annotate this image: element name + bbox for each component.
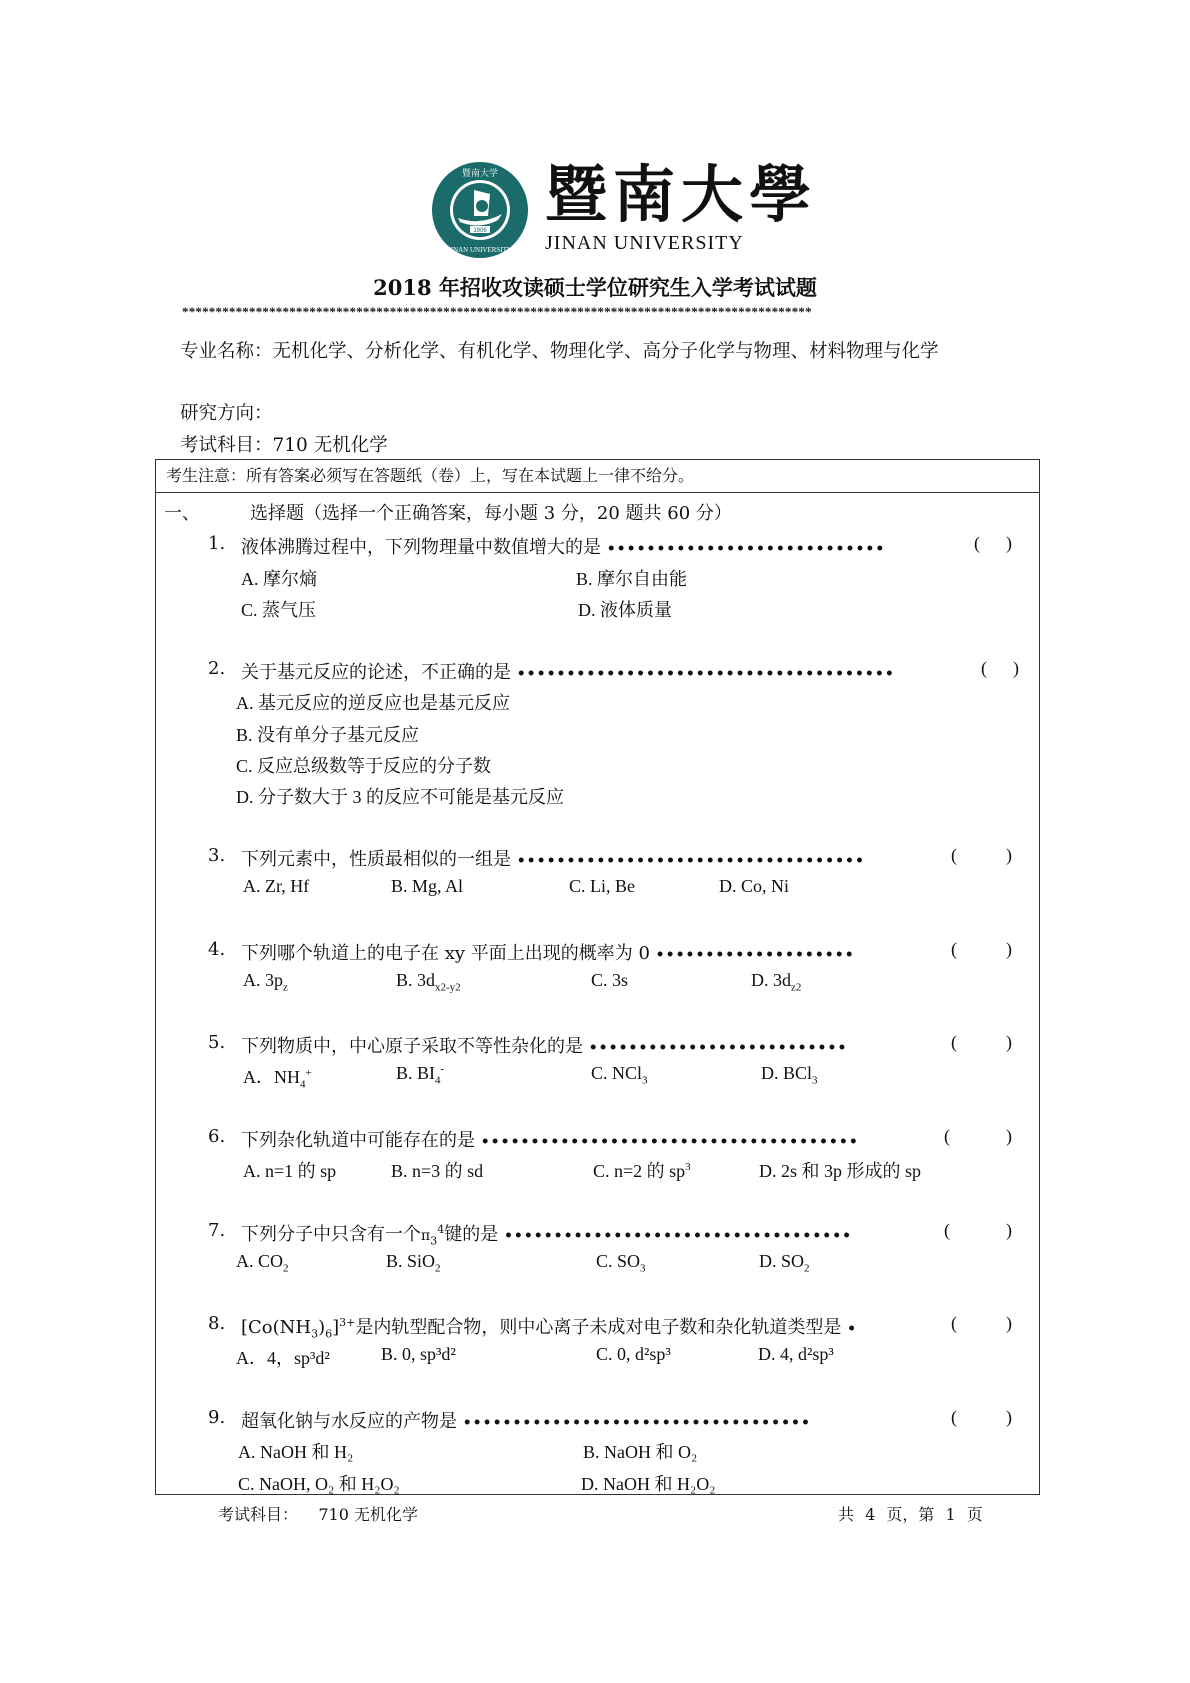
subscript: 3: [430, 1234, 438, 1248]
subscript: 3: [311, 1327, 319, 1341]
answer-option[interactable]: [391, 1157, 483, 1183]
leader-dots: ••••••••••••••••••••••••••••: [606, 541, 886, 557]
answer-option[interactable]: [236, 752, 491, 778]
superscript: 3+: [339, 1316, 356, 1329]
major-line: [180, 336, 1020, 367]
star-divider: **********************************************************************************************: [182, 304, 812, 319]
section-title: 选择题（选择一个正确答案，每小题 3 分，20 题共 60 分）: [250, 503, 732, 524]
complex-formula: ]: [332, 1317, 340, 1338]
answer-option[interactable]: [576, 565, 687, 591]
answer-option[interactable]: [243, 1157, 336, 1183]
answer-option[interactable]: [578, 596, 672, 622]
answer-paren-close[interactable]: ): [1006, 1313, 1012, 1333]
answer-option[interactable]: [236, 1344, 330, 1370]
answer-option[interactable]: [759, 1251, 810, 1275]
question-number: 2.: [208, 658, 226, 679]
option-text: B. NaOH 和 O₂: [583, 1442, 698, 1462]
option-text: A. 3p: [243, 970, 283, 990]
answer-option[interactable]: [241, 565, 317, 591]
leader-dots: •••••••••••••••••••••••••••••••••••: [462, 1415, 811, 1431]
answer-option[interactable]: [583, 1438, 697, 1464]
answer-option[interactable]: [243, 876, 309, 897]
answer-option[interactable]: [236, 783, 564, 809]
question-text: 下列物质中，中心原子采取不等性杂化的是: [241, 1036, 583, 1057]
leader-dots: •••••••••••••••••••••••••••••••••••: [516, 853, 865, 869]
answer-option[interactable]: [596, 1344, 671, 1365]
option-text: B. SiO: [386, 1251, 436, 1271]
section-number: 一、: [164, 503, 200, 524]
pi-symbol: π: [421, 1228, 431, 1244]
seal-top-text: 暨南大学: [461, 169, 499, 179]
question-number: 3.: [208, 845, 226, 866]
answer-option[interactable]: [381, 1344, 456, 1365]
subject-value: 710 无机化学: [272, 435, 388, 456]
answer-paren-open[interactable]: (: [974, 533, 980, 553]
leader-dots: ••••••••••••••••••••: [655, 947, 855, 963]
answer-paren-open[interactable]: (: [944, 1126, 950, 1146]
subscript: z2: [791, 981, 802, 994]
question-text: 键的是: [444, 1224, 499, 1245]
option-text: D. 3d: [751, 970, 791, 990]
option-text: D. BCl: [761, 1063, 813, 1083]
answer-option[interactable]: [236, 689, 510, 715]
answer-paren-open[interactable]: (: [944, 1220, 950, 1240]
answer-option[interactable]: [591, 970, 628, 991]
subscript: 4: [435, 1074, 441, 1087]
option-text: C. NCl: [591, 1063, 643, 1083]
complex-formula: [Co(NH: [241, 1317, 312, 1338]
option-text: D. Co, Ni: [719, 876, 790, 896]
subscript: 3: [642, 1074, 648, 1087]
university-name-en: JINAN UNIVERSITY: [545, 232, 744, 254]
option-text: B. n=3 的 sd: [391, 1161, 484, 1181]
subscript: 2: [283, 1262, 289, 1275]
answer-paren-close[interactable]: ): [1006, 939, 1012, 959]
footer-subject: [218, 1502, 418, 1525]
leader-dots: •: [847, 1321, 858, 1337]
answer-option[interactable]: [238, 1470, 400, 1496]
option-text: B. 0, sp³d²: [381, 1344, 456, 1364]
question-stem: [241, 1407, 811, 1433]
answer-option[interactable]: [761, 1063, 818, 1087]
question-stem: [241, 1313, 857, 1341]
subject-line: [180, 431, 388, 457]
leader-dots: ••••••••••••••••••••••••••: [588, 1040, 848, 1056]
answer-paren-close[interactable]: ): [1013, 658, 1019, 678]
major-label: 专业名称：: [180, 341, 273, 362]
question-text: 下列哪个轨道上的电子在 xy 平面上出现的概率为 0: [241, 943, 650, 964]
subscript: x2-y2: [435, 981, 461, 994]
option-text: C. n=2 的 sp: [593, 1161, 686, 1181]
option-text: C. NaOH, O₂ 和 H₂O₂: [238, 1474, 400, 1494]
option-text: C. 3s: [591, 970, 629, 990]
option-text: B. 摩尔自由能: [576, 569, 688, 589]
question-text: 下列元素中，性质最相似的一组是: [241, 849, 511, 870]
question-text: 下列杂化轨道中可能存在的是: [241, 1130, 475, 1151]
answer-paren-close[interactable]: ): [1006, 1220, 1012, 1240]
option-text: C. SO: [596, 1251, 641, 1271]
option-text: A. NaOH 和 H₂: [238, 1442, 354, 1462]
footer-subject-value: 710 无机化学: [318, 1505, 418, 1524]
question-stem: [241, 658, 895, 684]
university-seal-logo: [430, 160, 530, 260]
answer-option[interactable]: [719, 876, 789, 897]
major-value: 无机化学、分析化学、有机化学、物理化学、高分子化学与物理、材料物理与化学: [272, 341, 939, 362]
answer-option[interactable]: [396, 970, 461, 994]
page-indicator: 共 4 页，第 1 页: [838, 1505, 983, 1524]
question-stem: [241, 1032, 847, 1058]
direction-line: [180, 399, 273, 425]
superscript: 4: [437, 1223, 445, 1236]
answer-paren-open[interactable]: (: [951, 1313, 957, 1333]
option-text: C. 0, d²sp³: [596, 1344, 671, 1364]
answer-paren-close[interactable]: ): [1006, 1407, 1012, 1427]
answer-option[interactable]: [758, 1344, 834, 1365]
question-number: 4.: [208, 939, 226, 960]
option-text: B. 3d: [396, 970, 436, 990]
answer-option[interactable]: [751, 970, 801, 994]
footer-subject-label: 考试科目：: [218, 1505, 299, 1524]
subject-label: 考试科目：: [180, 435, 273, 456]
question-number: 7.: [208, 1220, 226, 1241]
question-stem: [241, 533, 885, 559]
question-text: 是内轨型配合物，则中心离子未成对电子数和杂化轨道类型是: [355, 1317, 842, 1338]
answer-option[interactable]: [591, 1063, 648, 1087]
answer-option[interactable]: [243, 1063, 312, 1091]
answer-paren-close[interactable]: ): [1006, 1126, 1012, 1146]
complex-formula: ): [318, 1317, 326, 1338]
question-stem: [241, 1126, 859, 1152]
leader-dots: ••••••••••••••••••••••••••••••••••••••: [480, 1134, 859, 1150]
answer-paren-open[interactable]: (: [951, 845, 957, 865]
candidate-notice: 考生注意：所有答案必须写在答题纸（卷）上，写在本试题上一律不给分。: [156, 460, 1039, 493]
university-name-cn: 暨南大學: [545, 158, 818, 231]
answer-option[interactable]: [396, 1063, 444, 1087]
question-text: 下列分子中只含有一个: [241, 1224, 421, 1245]
option-text: A. Zr, Hf: [243, 876, 310, 896]
seal-ring-text: JINAN UNIVERSITY: [448, 246, 512, 254]
option-text: D. NaOH 和 H₂O₂: [581, 1474, 716, 1494]
subscript: 2: [435, 1262, 441, 1275]
answer-paren-close[interactable]: ): [1006, 845, 1012, 865]
option-text: D. 4, d²sp³: [758, 1344, 834, 1364]
subscript: 3: [640, 1262, 646, 1275]
option-text: D. SO: [759, 1251, 805, 1271]
question-box: [155, 459, 1040, 1495]
question-text: 超氧化钠与水反应的产物是: [241, 1411, 457, 1432]
superscript: 3: [685, 1161, 691, 1173]
answer-option[interactable]: [581, 1470, 716, 1496]
university-wordmark: [545, 160, 817, 255]
option-text: B. 没有单分子基元反应: [236, 725, 420, 745]
answer-option[interactable]: [241, 596, 316, 622]
answer-option[interactable]: [759, 1157, 921, 1183]
question-number: 1.: [208, 533, 226, 554]
subscript: 2: [804, 1262, 810, 1275]
question-number: 9.: [208, 1407, 226, 1428]
answer-paren-close[interactable]: ): [1006, 1032, 1012, 1052]
answer-option[interactable]: [236, 721, 419, 747]
answer-paren-close[interactable]: ): [1006, 533, 1012, 553]
answer-option[interactable]: [596, 1251, 646, 1275]
question-number: 5.: [208, 1032, 226, 1053]
question-stem: [241, 939, 855, 965]
option-text: D. 分子数大于 3 的反应不可能是基元反应: [236, 787, 564, 807]
subscript: z: [283, 981, 288, 994]
option-text: B. BI: [396, 1063, 436, 1083]
answer-option[interactable]: [238, 1438, 353, 1464]
option-text: D. 液体质量: [578, 600, 672, 620]
option-text: A. 摩尔熵: [241, 569, 317, 589]
subscript: 4: [300, 1078, 306, 1091]
subscript: 3: [812, 1074, 818, 1087]
question-text: 关于基元反应的论述，不正确的是: [241, 662, 511, 683]
answer-option[interactable]: [243, 970, 288, 994]
direction-label: 研究方向：: [180, 403, 273, 424]
answer-option[interactable]: [391, 876, 463, 897]
option-text: D. 2s 和 3p 形成的 sp: [759, 1161, 922, 1181]
option-text: A. CO: [236, 1251, 284, 1271]
answer-paren-open[interactable]: (: [951, 1032, 957, 1052]
answer-paren-open[interactable]: (: [951, 1407, 957, 1427]
leader-dots: ••••••••••••••••••••••••••••••••••••••: [516, 666, 895, 682]
superscript: +: [305, 1067, 312, 1079]
question-text: 液体沸腾过程中，下列物理量中数值增大的是: [241, 537, 601, 558]
question-stem: [241, 1220, 852, 1248]
option-text: C. 反应总级数等于反应的分子数: [236, 756, 492, 776]
answer-option[interactable]: [236, 1251, 289, 1275]
exam-title: 2018 年招收攻读硕士学位研究生入学考试试题: [373, 275, 817, 300]
option-text: C. 蒸气压: [241, 600, 317, 620]
answer-option[interactable]: [569, 876, 635, 897]
option-text: A．4，sp³d²: [236, 1348, 330, 1368]
question-number: 8.: [208, 1313, 226, 1334]
answer-option[interactable]: [593, 1157, 691, 1183]
answer-paren-open[interactable]: (: [951, 939, 957, 959]
option-text: B. Mg, Al: [391, 876, 464, 896]
option-text: A．NH: [243, 1067, 300, 1087]
superscript: -: [440, 1063, 445, 1075]
subscript: 6: [325, 1327, 333, 1341]
leader-dots: •••••••••••••••••••••••••••••••••••: [503, 1228, 853, 1244]
option-text: A. n=1 的 sp: [243, 1161, 337, 1181]
option-text: C. Li, Be: [569, 876, 635, 896]
answer-option[interactable]: [386, 1251, 441, 1275]
seal-icon: [430, 160, 530, 260]
seal-year: 1906: [473, 228, 487, 234]
option-text: A. 基元反应的逆反应也是基元反应: [236, 693, 510, 713]
answer-paren-open[interactable]: (: [981, 658, 987, 678]
question-number: 6.: [208, 1126, 226, 1147]
question-stem: [241, 845, 865, 871]
